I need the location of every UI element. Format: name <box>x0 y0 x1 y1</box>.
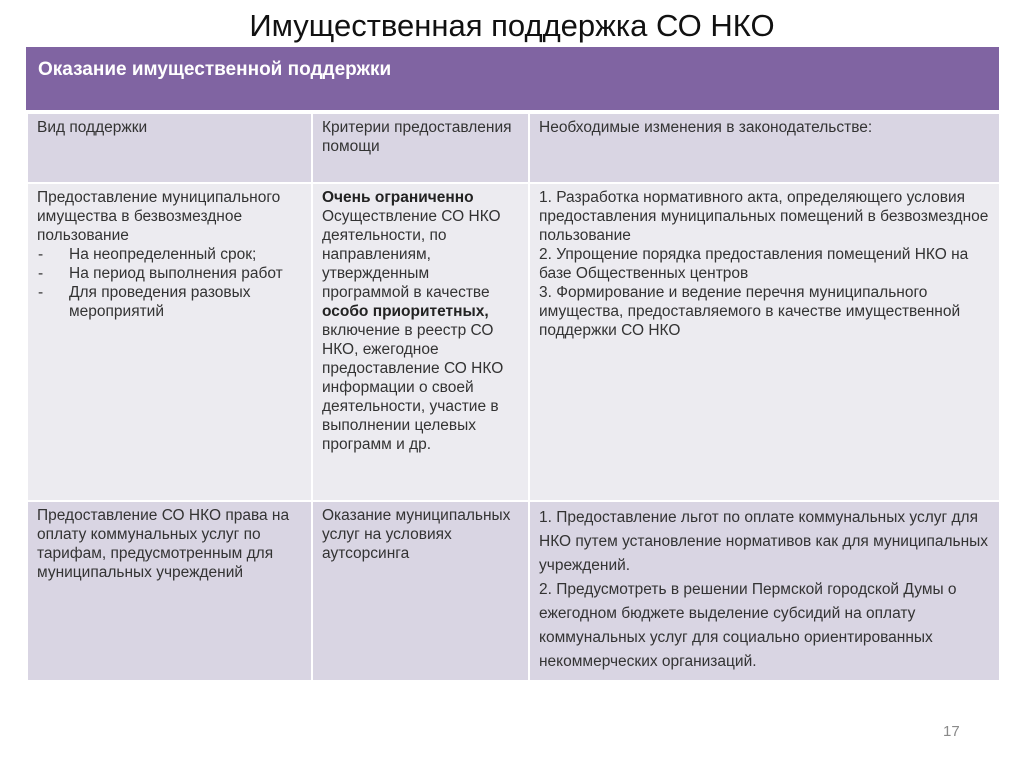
list-item: 2. Упрощение порядка предоставления помещений НКО на базе Общественных центров <box>539 246 969 282</box>
criteria-text: Осуществление СО НКО деятельности, по направлениям, утвержденным программой в качестве <box>322 208 501 301</box>
column-header-criteria: Критерии предоставления помощи <box>312 113 529 183</box>
cell-criteria <box>312 183 529 501</box>
cell-criteria: Оказание муниципальных услуг на условиях аутсорсинга <box>312 501 529 681</box>
slide-title: Имущественная поддержка СО НКО <box>249 8 775 43</box>
support-table <box>26 47 999 682</box>
page-number: 17 <box>943 723 960 740</box>
list-item: 1. Разработка нормативного акта, определяющего условия предоставления муниципальных помещений в безвозмездное пользование <box>539 189 989 244</box>
list-item: 3. Формирование и ведение перечня муниципального имущества, предоставляемого в качестве имущественной поддержки СО НКО <box>539 284 961 339</box>
list-item: - На период выполнения работ <box>37 264 302 283</box>
cell-legislation-changes <box>529 183 1000 501</box>
table-column-headers <box>27 113 1000 183</box>
cell-legislation-changes <box>529 501 1000 681</box>
cell-support-type: Предоставление СО НКО права на оплату коммунальных услуг по тарифам, предусмотренным для муниципальных учреждений <box>27 501 312 681</box>
cell-support-type <box>27 183 312 501</box>
criteria-priority-emphasis: особо приоритетных, <box>322 303 489 320</box>
list-item: 1. Предоставление льгот по оплате коммунальных услуг для НКО путем установление нормативов как для муниципальных учреждений. <box>539 509 989 574</box>
criteria-text-continued: включение в реестр СО НКО, ежегодное предоставление СО НКО информации о своей деятельности, участие в выполнении целевых программ и др. <box>322 322 504 453</box>
column-header-type: Вид поддержки <box>27 113 312 183</box>
table-header-band: Оказание имущественной поддержки <box>26 47 999 112</box>
table-row <box>27 501 1000 681</box>
table-row <box>27 183 1000 501</box>
column-header-changes: Необходимые изменения в законодательстве: <box>529 113 1000 183</box>
list-item: - Для проведения разовых мероприятий <box>37 283 302 321</box>
list-item: 2. Предусмотреть в решении Пермской городской Думы о ежегодном бюджете выделение субсидий на оплату коммунальных услуг для социально ориентированных некоммерческих организаций. <box>539 581 957 670</box>
support-table-grid <box>26 112 1001 682</box>
support-type-list <box>37 245 302 321</box>
support-type-intro: Предоставление муниципального имущества в безвозмездное пользование <box>37 189 281 244</box>
criteria-emphasis: Очень ограниченно <box>322 189 474 206</box>
list-item: - На неопределенный срок; <box>37 245 302 264</box>
